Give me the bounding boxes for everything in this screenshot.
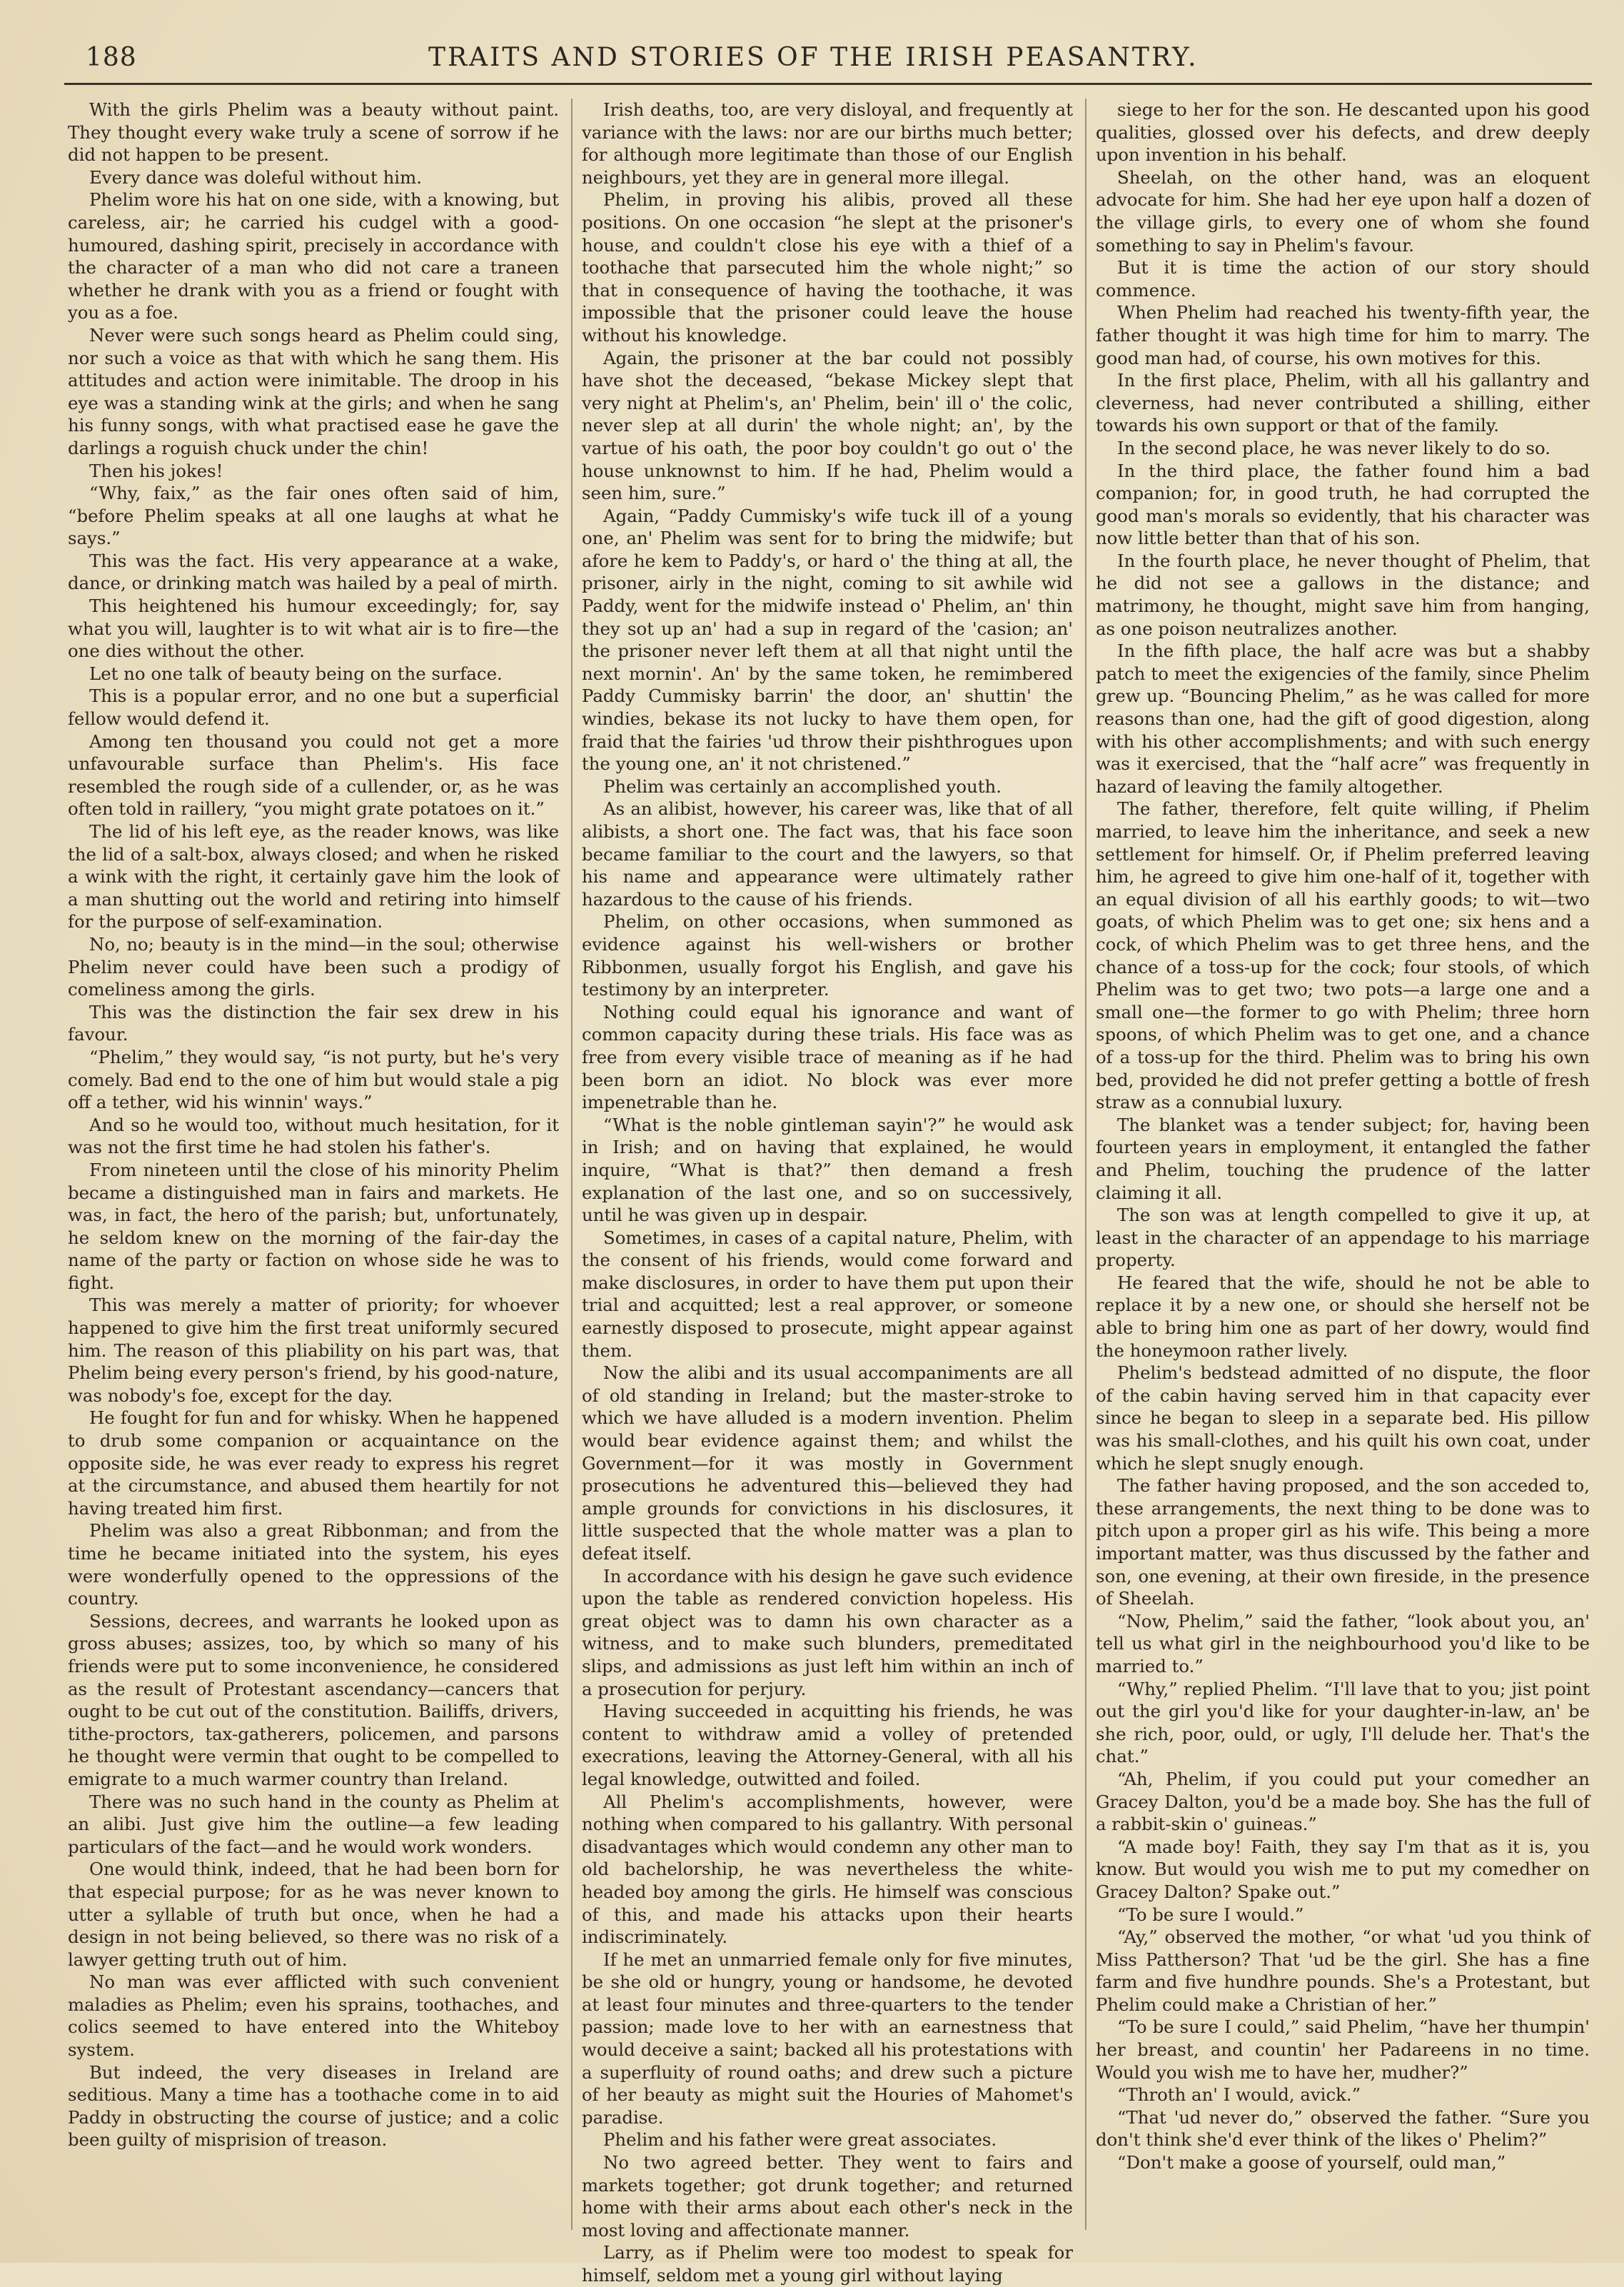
paragraph: And so he would too, without much hesitation, for it was not the first time he had stolen his father's.: [68, 1114, 559, 1158]
paragraph: No man was ever afflicted with such convenient maladies as Phelim; even his sprains, toothaches, and colics seemed to have entered into the Whiteboy system.: [68, 1971, 559, 2061]
paragraph: This heightened his humour exceedingly; for, say what you will, laughter is to wit what air is to fire—the one dies without the other.: [68, 595, 559, 662]
paragraph: Now the alibi and its usual accompaniments are all of old standing in Ireland; but the master-stroke to which we have alluded is a modern invention. Phelim would bear evidence against them; and whilst the Government—for it was mostly in Government prosecutions he adventured this—believed they had ample grounds for convictions in his disclosures, it little suspected that the whole matter was a plan to defeat itself.: [582, 1362, 1073, 1564]
paragraph: There was no such hand in the county as Phelim at an alibi. Just give him the outline—a few leading particulars of the fact—and he would work wonders.: [68, 1791, 559, 1857]
paragraph: This was the distinction the fair sex drew in his favour.: [68, 1001, 559, 1045]
text-column-3: [1096, 99, 1590, 2233]
paragraph: No two agreed better. They went to fairs and markets together; got drunk together; and returned home with their arms about each other's neck in the most loving and affectionate manner.: [582, 2152, 1073, 2241]
text-column-1: [68, 99, 559, 2233]
paragraph: Having succeeded in acquitting his friends, he was content to withdraw amid a volley of pretended execrations, leaving the Attorney-General, with all his legal knowledge, outwitted and foiled.: [582, 1701, 1073, 1789]
paragraph: “To be sure I would.”: [1117, 1904, 1304, 1925]
paragraph: When Phelim had reached his twenty-fifth year, the father thought it was high time for him to marry. The good man had, of course, his own motives for this.: [1096, 302, 1590, 368]
paragraph: Let no one talk of beauty being on the surface.: [89, 663, 503, 684]
column-divider-1: [571, 99, 573, 2230]
paragraph: Phelim and his father were great associates.: [603, 2129, 997, 2151]
paragraph: This was the fact. His very appearance at a wake, dance, or drinking match was hailed by a peal of mirth.: [68, 550, 559, 594]
paragraph: Then his jokes!: [89, 460, 223, 481]
page-number: 188: [86, 43, 137, 72]
paragraph: Phelim, on other occasions, when summoned as evidence against his well-wishers or brother Ribbonmen, usually forgot his English, and gave his testimony by an interpreter.: [582, 911, 1073, 1000]
paragraph: “Ah, Phelim, if you could put your comedher an Gracey Dalton, you'd be a made boy. She has the full of a rabbit-skin o' guineas.”: [1096, 1768, 1590, 1835]
paragraph: This is a popular error, and no one but a superficial fellow would defend it.: [68, 685, 559, 730]
paragraph: Phelim's bedstead admitted of no dispute, the floor of the cabin having served him in that capacity ever since he began to sleep in a separate bed. His pillow was his small-clothes, and his quilt his own coat, under which he slept snugly enough.: [1096, 1362, 1590, 1474]
paragraph: The father, therefore, felt quite willing, if Phelim married, to leave him the inheritance, and seek a new settlement for himself. Or, if Phelim preferred leaving him, he agreed to give him one-half of it, together with an equal division of all his earthly goods; to wit—two goats, of which Phelim was to get one; six hens and a cock, of which Phelim was to get three hens, and the chance of a toss-up for the cock; four stools, of which Phelim was to get two; two pots—a large one and a small one—the former to go with Phelim; three horn spoons, of which Phelim was to get one, and a chance of a toss-up for the third. Phelim was to bring his own bed, provided he did not prefer getting a bottle of fresh straw as a connubial luxury.: [1096, 798, 1590, 1113]
paragraph: “A made boy! Faith, they say I'm that as it is, you know. But would you wish me to put my comedher on Gracey Dalton? Spake out.”: [1096, 1836, 1590, 1902]
paragraph: But it is time the action of our story should commence.: [1096, 257, 1590, 301]
paragraph: In the second place, he was never likely to do so.: [1117, 437, 1551, 458]
paragraph: This was merely a matter of priority; for whoever happened to give him the first treat uniformly secured him. The reason of this pliability on his part was, that Phelim being every person's friend, by his good-nature, was nobody's foe, except for the day.: [68, 1295, 559, 1406]
paragraph: “Don't make a goose of yourself, ould man,”: [1117, 2152, 1506, 2173]
paragraph: “To be sure I could,” said Phelim, “have her thumpin' her breast, and countin' her Padareens in no time. Would you wish me to have her, mudher?”: [1096, 2016, 1590, 2083]
paragraph: In the first place, Phelim, with all his gallantry and cleverness, had never contributed a shilling, either towards his own support or that of the family.: [1096, 370, 1590, 436]
paragraph: With the girls Phelim was a beauty without paint. They thought every wake truly a scene of sorrow if he did not happen to be present.: [68, 99, 559, 166]
paragraph: “Phelim,” they would say, “is not purty, but he's very comely. Bad end to the one of him but would stale a pig off a tether, wid his winnin' ways.”: [68, 1046, 559, 1113]
paragraph: He fought for fun and for whisky. When he happened to drub some companion or acquaintance on the opposite side, he was ever ready to express his regret at the circumstance, and abused them heartily for not having treated him first.: [68, 1407, 559, 1519]
paragraph: The blanket was a tender subject; for, having been fourteen years in employment, it entangled the father and Phelim, touching the prudence of the latter claiming it all.: [1096, 1114, 1590, 1203]
paragraph: “Throth an' I would, avick.”: [1117, 2084, 1361, 2106]
paragraph: One would think, indeed, that he had been born for that especial purpose; for as he was never known to utter a syllable of truth but once, when he had a design in not being believed, so there was no risk of a lawyer getting truth out of him.: [68, 1859, 559, 1970]
paragraph: Again, the prisoner at the bar could not possibly have shot the deceased, “bekase Mickey slept that very night at Phelim's, an' Phelim, bein' ill o' the colic, never slep at all durin' the whole night; an', by the vartue of his oath, the poor boy couldn't go out o' the house unknownst to him. If he had, Phelim would a seen him, sure.”: [582, 347, 1073, 504]
paragraph: The father having proposed, and the son acceded to, these arrangements, the next thing to be done was to pitch upon a proper girl as his wife. This being a more important matter, was thus discussed by the father and son, one evening, at their own fireside, in the presence of Sheelah.: [1096, 1475, 1590, 1609]
paragraph: Phelim was certainly an accomplished youth.: [603, 775, 1002, 797]
paragraph: He feared that the wife, should he not be able to replace it by a new one, or should she herself not be able to bring him one as part of her dowry, would find the honeymoon rather lively.: [1096, 1272, 1590, 1361]
paragraph: Sessions, decrees, and warrants he looked upon as gross abuses; assizes, too, by which so many of his friends were put to some inconvenience, he considered as the result of Protestant ascendancy—cancers that ought to be cut out of the constitution. Bailiffs, drivers, tithe-proctors, tax-gatherers, policemen, and parsons he thought were vermin that ought to be compelled to emigrate to a much warmer country than Ireland.: [68, 1610, 559, 1789]
paragraph: “That 'ud never do,” observed the father. “Sure you don't think she'd ever think of the likes o' Phelim?”: [1096, 2106, 1590, 2151]
column-divider-2: [1085, 99, 1086, 2230]
paragraph: The lid of his left eye, as the reader knows, was like the lid of a salt-box, always closed; and when he risked a wink with the right, it certainly gave him the look of a man shutting out the world and retiring into himself for the purpose of self-examination.: [68, 821, 559, 933]
paragraph: Sheelah, on the other hand, was an eloquent advocate for him. She had her eye upon half a dozen of the village girls, to every one of whom she found something to say in Phelim's favour.: [1096, 166, 1590, 256]
paragraph: In the third place, the father found him a bad companion; for, in good truth, he had corrupted the good man's morals so evidently, that his character was now little better than that of his son.: [1096, 460, 1590, 549]
paragraph: “Now, Phelim,” said the father, “look about you, an' tell us what girl in the neighbourhood you'd like to be married to.”: [1096, 1610, 1590, 1677]
paragraph: Never were such songs heard as Phelim could sing, nor such a voice as that with which he sang them. His attitudes and action were inimitable. The droop in his eye was a standing wink at the girls; and when he sang his funny songs, with what practised ease he gave the darlings a roguish chuck under the chin!: [68, 324, 559, 458]
paragraph: The son was at length compelled to give it up, at least in the character of an appendage to his marriage property.: [1096, 1205, 1590, 1271]
paragraph: Nothing could equal his ignorance and want of common capacity during these trials. His face was as free from every visible trace of meaning as if he had been born an idiot. No block was ever more impenetrable than he.: [582, 1001, 1073, 1113]
paragraph: If he met an unmarried female only for five minutes, be she old or hungry, young or handsome, he devoted at least four minutes and three-quarters to the tender passion; made love to her with an earnestness that would deceive a saint; backed all his protestations with a superfluity of round oaths; and drew such a picture of her beauty as might suit the Houries of Mahomet's paradise.: [582, 1949, 1073, 2128]
paragraph: Larry, as if Phelim were too modest to speak for himself, seldom met a young girl without laying: [582, 2242, 1073, 2286]
paragraph: Phelim, in proving his alibis, proved all these positions. On one occasion “he slept at the prisoner's house, and couldn't close his eye with a thief of a toothache that parsecuted him the whole night;” so that in consequence of having the toothache, it was impossible that the prisoner could leave the house without his knowledge.: [582, 189, 1073, 346]
page-header: [86, 37, 1556, 80]
text-column-2: [582, 99, 1073, 2286]
running-title: TRAITS AND STORIES OF THE IRISH PEASANTRY.: [428, 43, 1199, 72]
paragraph: No, no; beauty is in the mind—in the soul; otherwise Phelim never could have been such a prodigy of comeliness among the girls.: [68, 933, 559, 1000]
paragraph: Sometimes, in cases of a capital nature, Phelim, with the consent of his friends, would come forward and make disclosures, in order to have them put upon their trial and acquitted; lest a real approver, or someone earnestly disposed to prosecute, might appear against them.: [582, 1227, 1073, 1361]
paragraph: Irish deaths, too, are very disloyal, and frequently at variance with the laws: nor are our births much better; for although more legitimate than those of our English neighbours, yet they are in general more illegal.: [582, 99, 1073, 188]
paragraph: Phelim was also a great Ribbonman; and from the time he became initiated into the system, his eyes were wonderfully opened to the oppressions of the country.: [68, 1520, 559, 1609]
paragraph: “Ay,” observed the mother, “or what 'ud you think of Miss Pattherson? That 'ud be the girl. She has a fine farm and five hundhre pounds. She's a Protestant, but Phelim could make a Christian of her.”: [1096, 1926, 1590, 2015]
paragraph: All Phelim's accomplishments, however, were nothing when compared to his gallantry. With personal disadvantages which would condemn any other man to old bachelorship, he was nevertheless the white-headed boy among the girls. He himself was conscious of this, and made his attacks upon their hearts indiscriminately.: [582, 1791, 1073, 1948]
paragraph: Among ten thousand you could not get a more unfavourable surface than Phelim's. His face resembled the rough side of a cullender, or, as he was often told in raillery, “you might grate potatoes on it.”: [68, 730, 559, 820]
paragraph: “What is the noble gintleman sayin'?” he would ask in Irish; and on having that explained, he would inquire, “What is that?” then demand a fresh explanation of the last one, and so on successively, until he was given up in despair.: [582, 1114, 1073, 1226]
paragraph: “Why, faix,” as the fair ones often said of him, “before Phelim speaks at all one laughs at what he says.”: [68, 483, 559, 549]
paragraph: From nineteen until the close of his minority Phelim became a distinguished man in fairs and markets. He was, in fact, the hero of the parish; but, unfortunately, he seldom knew on the morning of the fair-day the name of the party or faction on whose side he was to fight.: [68, 1159, 559, 1293]
paragraph: In accordance with his design he gave such evidence upon the table as rendered conviction hopeless. His great object was to damn his own character as a witness, and to make such blunders, premeditated slips, and admissions as just left him within an inch of a prosecution for perjury.: [582, 1565, 1073, 1699]
paragraph: But indeed, the very diseases in Ireland are seditious. Many a time has a toothache come in to aid Paddy in obstructing the course of justice; and a colic been guilty of misprision of treason.: [68, 2061, 559, 2151]
paragraph: In the fifth place, the half acre was but a shabby patch to meet the exigencies of the family, since Phelim grew up. “Bouncing Phelim,” as he was called for more reasons than one, had the gift of good digestion, along with his other accomplishments; and with such energy was it exercised, that the “half acre” was frequently in hazard of leaving the family altogether.: [1096, 640, 1590, 797]
paragraph: siege to her for the son. He descanted upon his good qualities, glossed over his defects, and drew deeply upon invention in his behalf.: [1096, 99, 1590, 166]
paragraph: “Why,” replied Phelim. “I'll lave that to you; jist point out the girl you'd like for your daughter-in-law, an' be she rich, poor, ould, or ugly, I'll delude her. That's the chat.”: [1096, 1678, 1590, 1767]
paragraph: In the fourth place, he never thought of Phelim, that he did not see a gallows in the distance; and matrimony, he thought, might save him from hanging, as one poison neutralizes another.: [1096, 550, 1590, 639]
header-rule: [64, 83, 1592, 85]
paragraph: Phelim wore his hat on one side, with a knowing, but careless, air; he carried his cudgel with a good-humoured, dashing spirit, precisely in accordance with the character of a man who did not care a traneen whether he drank with you as a friend or fought with you as a foe.: [68, 189, 559, 323]
paragraph: Every dance was doleful without him.: [89, 166, 422, 188]
paragraph: Again, “Paddy Cummisky's wife tuck ill of a young one, an' Phelim was sent for to bring the midwife; but afore he kem to Paddy's, or hard o' the thing at all, the prisoner, airly in the night, coming to sit awhile wid Paddy, went for the midwife instead o' Phelim, an' thin they sot up an' had a sup in regard of the 'casion; an' the prisoner never left them at all that night until the next mornin'. An' by the same token, he remimbered Paddy Cummisky barrin' the door, an' shuttin' the windies, bekase its not lucky to have them open, for fraid that the fairies 'ud throw their pishthrogues upon the young one, an' it not christened.”: [582, 505, 1073, 775]
paragraph: As an alibist, however, his career was, like that of all alibists, a short one. The fact was, that his face soon became familiar to the court and the lawyers, so that his name and appearance were ultimately rather hazardous to the cause of his friends.: [582, 798, 1073, 910]
